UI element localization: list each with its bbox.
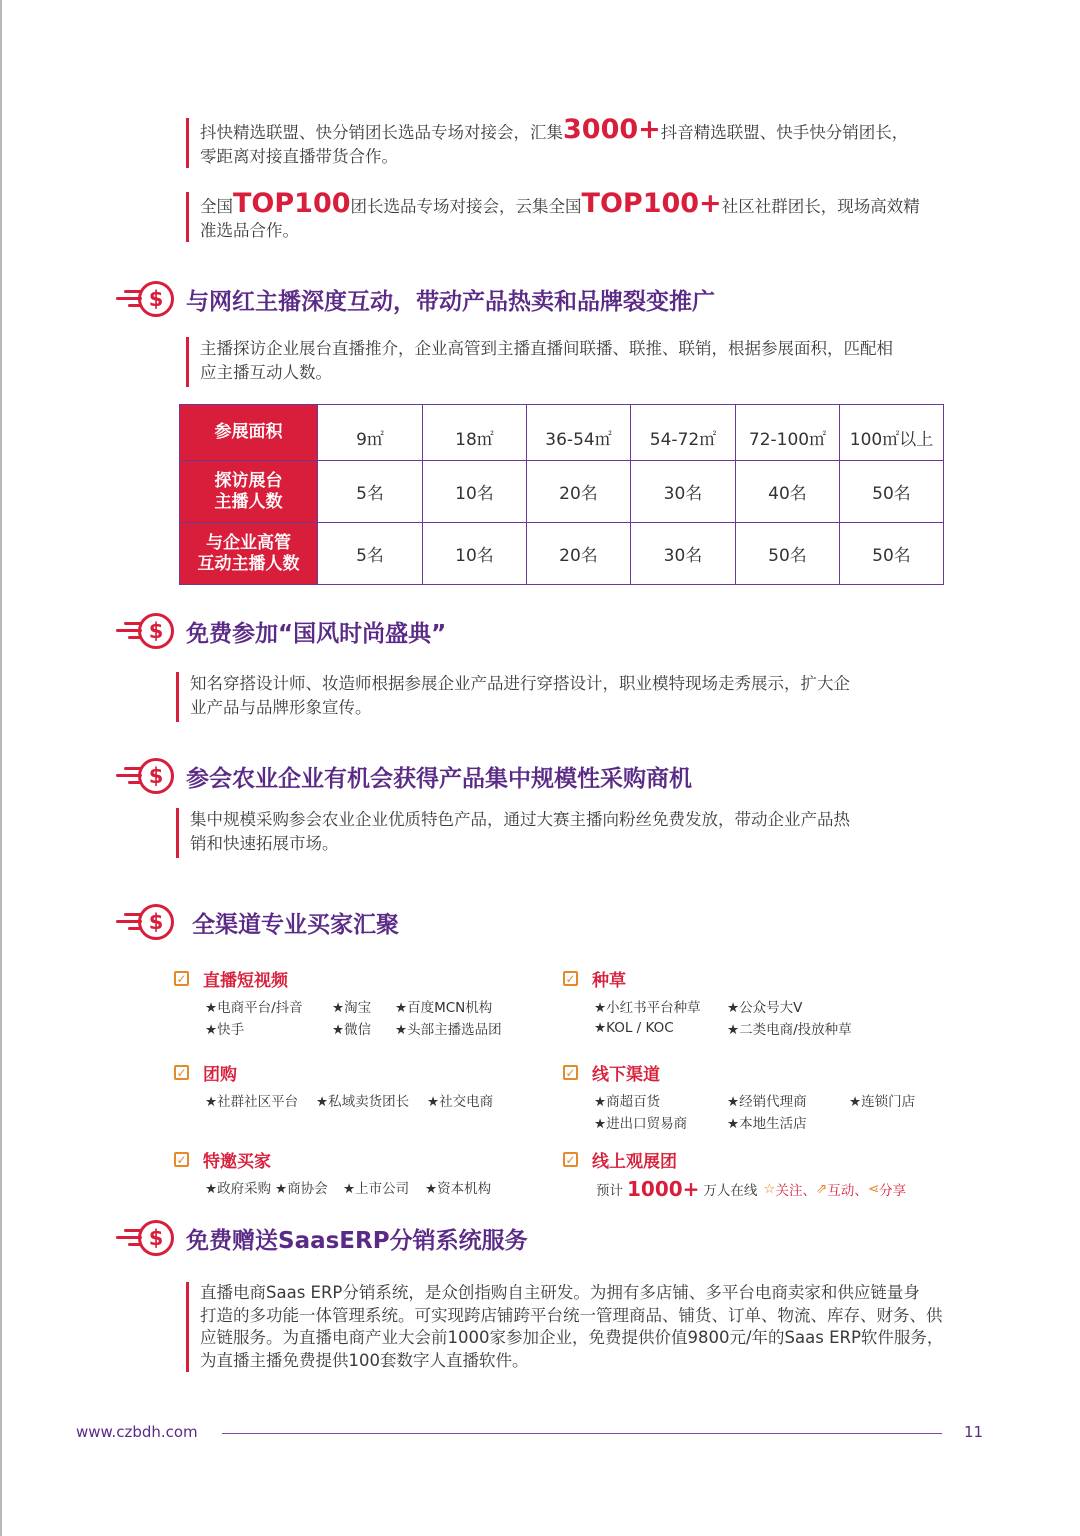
section-5-paragraph: 直播电商Saas ERP分销系统，是众创指购自主研发。为拥有多店铺、多平台电商卖家和供应链量身 打造的多功能一体管理系统。可实现跨店铺跨平台统一管理商品、铺货、订单、物流、库存、财务、供 应链服务。为直播电商产业大会前1000家参加企业，免费提供价值9800元/年的Saas ERP软件服务， 为直播主播免费提供100套数字人直播软件。 [186, 1282, 943, 1372]
check-icon: ✓ [174, 1065, 189, 1080]
area-cell: 72-100㎡ [736, 405, 840, 461]
section-heading-influencer [116, 277, 715, 321]
count-cell: 20名 [527, 461, 631, 523]
count-cell: 5名 [318, 461, 423, 523]
page-number: 11 [964, 1423, 984, 1441]
dollar-coin-icon: $ [138, 613, 174, 649]
star-icon: ☆ [763, 1181, 776, 1197]
text: 社区社群团长，现场高效精 [721, 197, 920, 216]
buyer-category-online: ✓ 线上观展团 预计 1000+ 万人在线 ☆ 关注、 ⇗ 互动、 ⋖ 分享 [563, 1147, 906, 1202]
area-cell: 18㎡ [423, 405, 527, 461]
section-heading-erp [116, 1216, 528, 1260]
speed-lines-icon [116, 286, 142, 312]
buyer-category-special: ✓ 特邀买家 ★政府采购 ★商协会 ★上市公司 ★资本机构 [174, 1147, 491, 1198]
table-row [180, 461, 944, 523]
check-icon: ✓ [174, 1152, 189, 1167]
check-icon: ✓ [563, 1152, 578, 1167]
section-title: 全渠道专业买家汇聚 [192, 911, 399, 938]
section-2-paragraph: 知名穿搭设计师、妆造师根据参展企业产品进行穿搭设计，职业模特现场走秀展示，扩大企 业产品与品牌形象宣传。 [176, 672, 850, 722]
row-header: 探访展台 主播人数 [180, 461, 318, 523]
count-cell: 40名 [736, 461, 840, 523]
category-title: 特邀买家 [203, 1152, 271, 1172]
check-icon: ✓ [563, 1065, 578, 1080]
count-cell: 50名 [736, 523, 840, 585]
category-title: 直播短视频 [203, 971, 288, 991]
speed-lines-icon [116, 909, 142, 935]
count-cell: 30名 [631, 523, 736, 585]
dollar-coin-icon: $ [138, 904, 174, 940]
share-icon: ⋖ [867, 1181, 880, 1197]
count-cell: 50名 [840, 461, 944, 523]
category-title: 线下渠道 [592, 1065, 660, 1085]
footer-url[interactable]: www.czbdh.com [76, 1423, 198, 1441]
area-cell: 100㎡以上 [840, 405, 944, 461]
section-3-paragraph: 集中规模采购参会农业企业优质特色产品，通过大赛主播向粉丝免费发放，带动企业产品热 销和快速拓展市场。 [176, 808, 850, 858]
buyer-category-live: ✓ 直播短视频 ★电商平台/抖音 ★淘宝 ★百度MCN机构 ★快手 ★微信 ★头部主播选品团 [174, 966, 502, 1039]
area-cell: 54-72㎡ [631, 405, 736, 461]
section-title: 与网红主播深度互动，带动产品热卖和品牌裂变推广 [186, 288, 715, 315]
area-cell: 36-54㎡ [527, 405, 631, 461]
section-heading-fashion [116, 609, 446, 653]
count-cell: 10名 [423, 523, 527, 585]
category-title: 种草 [592, 971, 626, 991]
text: 万人在线 [703, 1183, 758, 1199]
intro-paragraph-1 [186, 114, 909, 168]
buyer-category-grass: ✓ 种草 ★小红书平台种草 ★公众号大V ★KOL / KOC ★二类电商/投放种草 [563, 966, 852, 1039]
count-cell: 10名 [423, 461, 527, 523]
section-title: 免费赠送SaasERP分销系统服务 [186, 1227, 528, 1254]
highlight-number: TOP100 [233, 188, 351, 219]
buyer-category-offline: ✓ 线下渠道 ★商超百货 ★经销代理商 ★连锁门店 ★进出口贸易商 ★本地生活店 [563, 1060, 915, 1133]
text: 抖快精选联盟、快分销团长选品专场对接会，汇集 [200, 123, 563, 142]
share-box-icon: ⇗ [816, 1181, 828, 1197]
text: 团长选品专场对接会，云集全国 [350, 197, 582, 216]
text: 零距离对接直播带货合作。 [200, 147, 398, 166]
text: 全国 [200, 197, 233, 216]
check-icon: ✓ [563, 971, 578, 986]
count-cell: 20名 [527, 523, 631, 585]
count-cell: 30名 [631, 461, 736, 523]
table-row [180, 523, 944, 585]
count-cell: 50名 [840, 523, 944, 585]
dollar-coin-icon: $ [138, 1220, 174, 1256]
page-edge-line [0, 0, 2, 1536]
section-heading-buyers [116, 900, 399, 944]
highlight-number: 1000+ [627, 1177, 700, 1201]
section-title: 参会农业企业有机会获得产品集中规模性采购商机 [186, 765, 692, 792]
highlight-number: 3000+ [563, 114, 661, 145]
speed-lines-icon [116, 763, 142, 789]
speed-lines-icon [116, 1225, 142, 1251]
area-cell: 9㎡ [318, 405, 423, 461]
section-heading-agriculture [116, 754, 692, 798]
dollar-coin-icon: $ [138, 758, 174, 794]
speed-lines-icon [116, 618, 142, 644]
row-header: 与企业高管 互动主播人数 [180, 523, 318, 585]
category-title: 线上观展团 [592, 1152, 677, 1172]
text: 抖音精选联盟、快手快分销团长， [660, 123, 909, 142]
intro-paragraph-2 [186, 188, 920, 242]
count-cell: 5名 [318, 523, 423, 585]
buyer-category-group: ✓ 团购 ★社群社区平台 ★私域卖货团长 ★社交电商 [174, 1060, 493, 1111]
highlight-number: TOP100+ [581, 188, 722, 219]
table-row [180, 405, 944, 461]
check-icon: ✓ [174, 971, 189, 986]
footer-divider [222, 1433, 942, 1434]
booth-area-table [179, 404, 944, 585]
text: 准选品合作。 [200, 221, 299, 240]
row-header: 参展面积 [180, 405, 318, 461]
category-title: 团购 [203, 1065, 237, 1085]
dollar-coin-icon: $ [138, 281, 174, 317]
section-title: 免费参加“国风时尚盛典” [186, 620, 447, 647]
text: 预计 [596, 1183, 623, 1199]
section-1-paragraph: 主播探访企业展台直播推介，企业高管到主播直播间联播、联推、联销，根据参展面积，匹配相 应主播互动人数。 [186, 337, 893, 387]
